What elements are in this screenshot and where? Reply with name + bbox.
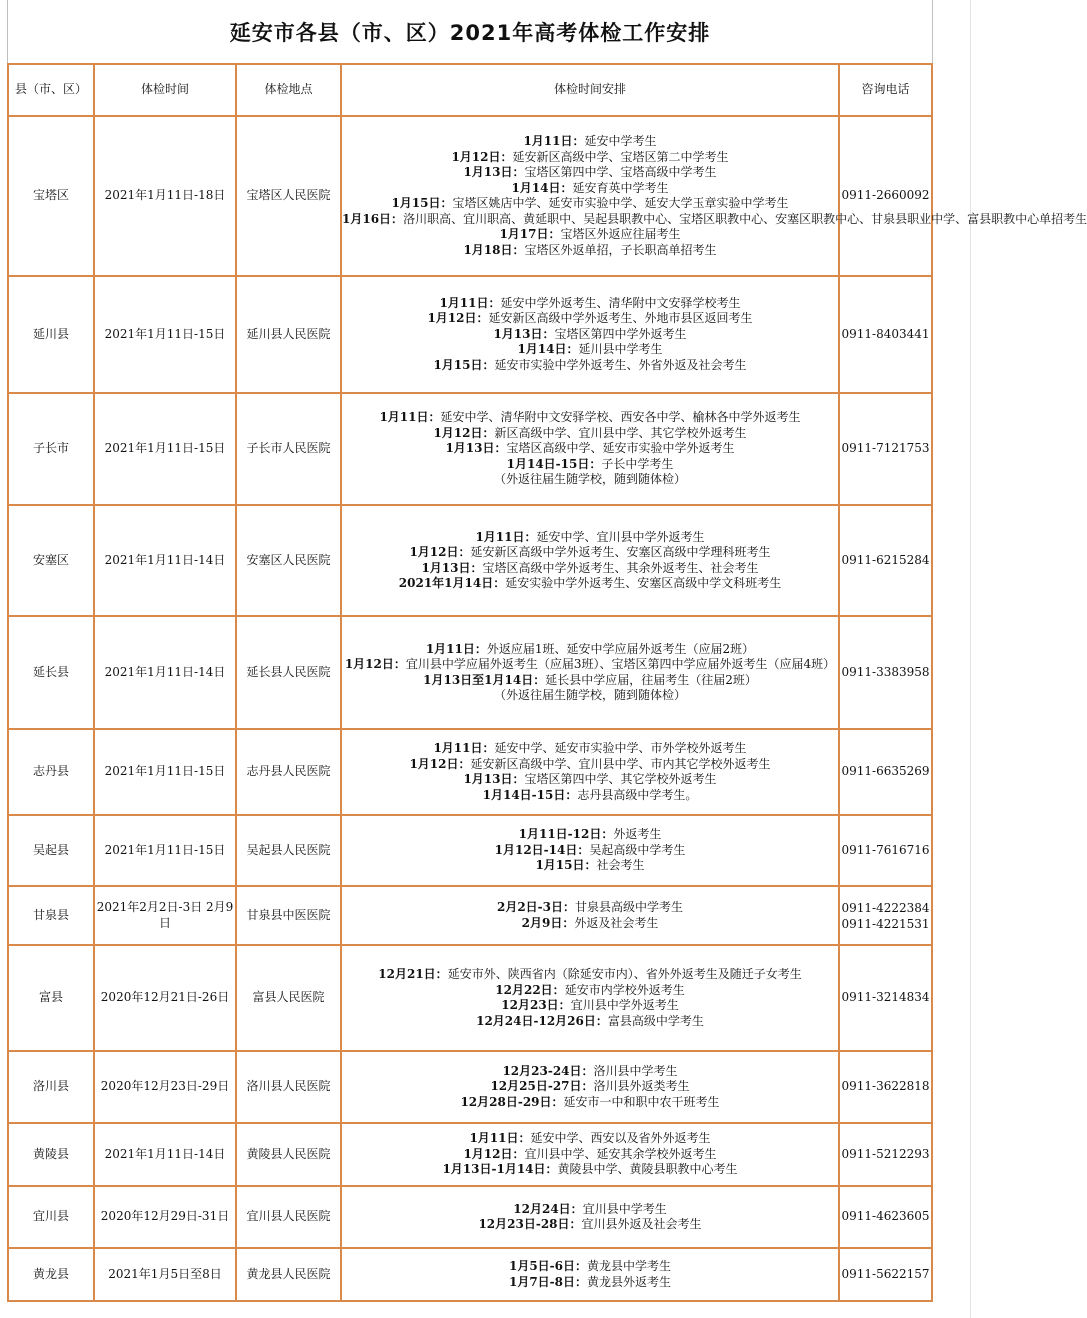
arrangement-line xyxy=(342,211,1087,228)
arrangement-cell xyxy=(341,1186,839,1248)
table-row xyxy=(8,393,932,505)
arrangement-text: 甘泉县高级中学考生 xyxy=(575,900,684,914)
phone-cell: 0911-4623605 xyxy=(839,1186,932,1248)
table-row xyxy=(8,815,932,886)
grid-line xyxy=(970,0,971,1318)
arrangement-text: 宝塔区第四中学、宝塔高级中学考生 xyxy=(524,165,717,179)
arrangement-date: 1月12日： xyxy=(344,657,406,671)
phone-cell: 0911-7616716 xyxy=(839,815,932,886)
arrangement-line xyxy=(342,134,838,150)
arrangement-text: 延安市外、陕西省内（除延安市内）、省外外返考生及随迁子女考生 xyxy=(447,967,802,981)
county-cell: 洛川县 xyxy=(8,1051,94,1123)
county-cell: 甘泉县 xyxy=(8,886,94,945)
arrangement-date: 1月11日： xyxy=(475,529,537,544)
arrangement-date: 1月14日-15日： xyxy=(482,787,578,802)
arrangement-line xyxy=(342,843,838,859)
arrangement-line xyxy=(342,757,838,773)
place-cell: 黄陵县人民医院 xyxy=(236,1123,341,1186)
arrangement-date: 2月2日-3日： xyxy=(496,900,575,914)
arrangement-text: 外返及社会考生 xyxy=(574,915,659,930)
arrangement-text: 延安实验中学外返考生、安塞区高级中学文科班考生 xyxy=(505,576,782,590)
arrangement-line xyxy=(342,457,838,473)
table-body xyxy=(8,116,1087,1301)
header-county: 县（市、区） xyxy=(8,64,94,116)
place-cell: 宜川县人民医院 xyxy=(236,1186,341,1248)
arrangement-text: 宝塔区第四中学、其它学校外返考生 xyxy=(524,772,717,786)
county-cell: 安塞区 xyxy=(8,505,94,616)
phone-cell: 0911-6635269 xyxy=(839,729,932,815)
arrangement-text: 新区高级中学、宜川县中学、其它学校外返考生 xyxy=(494,425,747,440)
arrangement-text: 子长中学考生 xyxy=(601,456,674,471)
phone-cell: 0911-2660092 xyxy=(839,116,932,276)
arrangement-line xyxy=(342,227,838,243)
header-row xyxy=(8,64,932,116)
county-cell: 子长市 xyxy=(8,393,94,505)
arrangement-line xyxy=(342,673,838,689)
arrangement-date: 12月24日-12月26日： xyxy=(476,1013,608,1028)
arrangement-date: 1月15日： xyxy=(535,858,597,873)
arrangement-date: 12月23日： xyxy=(501,998,571,1012)
arrangement-line xyxy=(342,1217,838,1233)
arrangement-line xyxy=(342,530,838,546)
arrangement-text: 宜川县外返及社会考生 xyxy=(581,1217,702,1231)
header-arrangement: 体检时间安排 xyxy=(341,64,839,116)
table-row xyxy=(8,945,932,1051)
arrangement-date: 2021年1月14日： xyxy=(398,576,506,590)
arrangement-line xyxy=(342,342,838,358)
arrangement-date: 12月25日-27日： xyxy=(490,1079,594,1094)
arrangement-text: 黄龙县外返考生 xyxy=(587,1274,672,1289)
arrangement-line xyxy=(342,327,838,343)
county-cell: 志丹县 xyxy=(8,729,94,815)
time-cell: 2020年12月29日-31日 xyxy=(94,1186,236,1248)
arrangement-cell xyxy=(341,276,839,393)
arrangement-text: 社会考生 xyxy=(596,858,645,873)
time-cell: 2021年1月11日-14日 xyxy=(94,505,236,616)
arrangement-line xyxy=(342,243,838,259)
county-cell: 黄陵县 xyxy=(8,1123,94,1186)
time-cell: 2021年1月11日-15日 xyxy=(94,393,236,505)
phone-cell: 0911-8403441 xyxy=(839,276,932,393)
arrangement-date: 1月12日： xyxy=(409,545,471,559)
time-cell: 2021年1月11日-15日 xyxy=(94,815,236,886)
place-cell: 延川县人民医院 xyxy=(236,276,341,393)
arrangement-line xyxy=(342,657,838,673)
arrangement-line xyxy=(342,772,838,788)
arrangement-line xyxy=(342,827,838,843)
place-cell: 宝塔区人民医院 xyxy=(236,116,341,276)
arrangement-line xyxy=(342,1162,838,1178)
arrangement-text: 延安市内学校外返考生 xyxy=(564,982,685,997)
time-cell: 2021年1月5日至8日 xyxy=(94,1248,236,1301)
time-cell: 2021年1月11日-18日 xyxy=(94,116,236,276)
arrangement-date: 1月14日： xyxy=(511,180,573,195)
arrangement-date: 12月21日： xyxy=(378,967,448,981)
county-cell: 富县 xyxy=(8,945,94,1051)
arrangement-date: 1月16日： xyxy=(342,211,404,226)
arrangement-date: 1月17日： xyxy=(499,227,561,241)
place-cell: 洛川县人民医院 xyxy=(236,1051,341,1123)
arrangement-date: 1月5日-6日： xyxy=(508,1259,587,1273)
arrangement-text: 延安新区高级中学外返考生、外地市县区返回考生 xyxy=(488,311,753,326)
arrangement-date: 1月11日： xyxy=(433,741,495,755)
arrangement-text: 延安中学、宜川县中学外返考生 xyxy=(536,529,705,544)
time-cell: 2021年1月11日-15日 xyxy=(94,729,236,815)
arrangement-date: 1月12日： xyxy=(409,756,471,771)
time-cell: 2020年12月21日-26日 xyxy=(94,945,236,1051)
place-cell: 延长县人民医院 xyxy=(236,616,341,729)
time-cell: 2021年1月11日-14日 xyxy=(94,616,236,729)
arrangement-date: 1月13日： xyxy=(463,165,525,179)
arrangement-line xyxy=(342,858,838,874)
time-cell: 2021年2月2日-3日 2月9日 xyxy=(94,886,236,945)
arrangement-text: 宝塔区外返单招，子长职高单招考生 xyxy=(524,242,717,257)
arrangement-line xyxy=(342,900,838,916)
page-title: 延安市各县（市、区）2021年高考体检工作安排 xyxy=(229,20,711,45)
arrangement-line xyxy=(342,1014,838,1030)
arrangement-date: 1月11日： xyxy=(439,295,501,310)
arrangement-text: 宝塔区高级中学、延安市实验中学外返考生 xyxy=(506,441,735,456)
arrangement-line xyxy=(342,165,838,181)
arrangement-cell xyxy=(341,945,839,1051)
arrangement-line xyxy=(342,1095,838,1111)
arrangement-date: 1月12日： xyxy=(451,149,513,164)
arrangement-line xyxy=(342,967,838,983)
header-place: 体检地点 xyxy=(236,64,341,116)
arrangement-line xyxy=(342,998,838,1014)
arrangement-line xyxy=(342,1259,838,1275)
arrangement-line xyxy=(342,296,838,312)
arrangement-text: 延安中学、清华附中文安驿学校、西安各中学、榆林各中学外返考生 xyxy=(440,410,801,425)
arrangement-line xyxy=(342,642,838,658)
phone-cell: 0911-7121753 xyxy=(839,393,932,505)
county-cell: 延长县 xyxy=(8,616,94,729)
arrangement-line xyxy=(342,1275,838,1291)
arrangement-text: 黄龙县中学考生 xyxy=(587,1259,672,1273)
arrangement-line xyxy=(342,410,838,426)
arrangement-text: 延安中学外返考生、清华附中文安驿学校考生 xyxy=(500,295,741,310)
arrangement-line xyxy=(342,983,838,999)
arrangement-date: 1月15日： xyxy=(433,357,495,372)
table-row xyxy=(8,1123,932,1186)
arrangement-date: 1月13日： xyxy=(463,772,525,786)
table-row xyxy=(8,1051,932,1123)
arrangement-date: 1月18日： xyxy=(463,242,525,257)
time-cell: 2021年1月11日-14日 xyxy=(94,1123,236,1186)
phone-cell: 0911-3622818 xyxy=(839,1051,932,1123)
arrangement-line xyxy=(342,426,838,442)
arrangement-line xyxy=(342,1131,838,1147)
arrangement-text: 宝塔区第四中学外返考生 xyxy=(554,326,687,341)
arrangement-date: 1月11日： xyxy=(469,1131,531,1146)
table-row xyxy=(8,729,932,815)
arrangement-text: 宜川县中学应届外返考生（应届3班）、宝塔区第四中学应届外返考生（应届4班） xyxy=(405,657,836,671)
table-row xyxy=(8,1248,932,1301)
arrangement-text: 外返应届1班、延安中学应届外返考生（应届2班） xyxy=(486,641,755,656)
arrangement-text: 延安市一中和职中农干班考生 xyxy=(563,1094,720,1109)
arrangement-line xyxy=(342,150,838,166)
arrangement-line xyxy=(342,561,838,577)
arrangement-line xyxy=(342,358,838,374)
place-cell: 富县人民医院 xyxy=(236,945,341,1051)
county-cell: 宝塔区 xyxy=(8,116,94,276)
arrangement-text: 吴起高级中学考生 xyxy=(589,842,686,857)
phone-cell xyxy=(839,886,932,945)
arrangement-date: 1月11日-12日： xyxy=(518,827,614,842)
arrangement-text: 宜川县中学考生 xyxy=(582,1201,667,1216)
arrangement-text: 志丹县高级中学考生。 xyxy=(577,787,698,802)
arrangement-line xyxy=(342,1147,838,1163)
arrangement-text: 延安育英中学考生 xyxy=(572,180,669,195)
arrangement-date: 12月23日-28日： xyxy=(478,1217,582,1231)
schedule-table xyxy=(7,63,1087,1302)
arrangement-date: 1月11日： xyxy=(425,641,487,656)
arrangement-text: 宝塔区高级中学外返考生、其余外返考生、社会考生 xyxy=(482,560,759,575)
place-cell: 黄龙县人民医院 xyxy=(236,1248,341,1301)
arrangement-line xyxy=(342,916,838,932)
arrangement-cell xyxy=(341,729,839,815)
place-cell: 安塞区人民医院 xyxy=(236,505,341,616)
arrangement-date: 1月13日至1月14日： xyxy=(423,672,546,687)
arrangement-date: 1月14日-15日： xyxy=(506,456,602,471)
arrangement-text: 宝塔区姚店中学、延安市实验中学、延安大学玉章实验中学考生 xyxy=(452,196,789,210)
arrangement-date: 1月13日： xyxy=(493,326,555,341)
county-cell: 延川县 xyxy=(8,276,94,393)
arrangement-date: 1月13日-1月14日： xyxy=(442,1162,558,1177)
arrangement-text: 延安中学、延安市实验中学、市外学校外返考生 xyxy=(494,741,747,755)
arrangement-date: 12月24日： xyxy=(513,1201,583,1216)
arrangement-text: 洛川县中学考生 xyxy=(593,1063,678,1078)
table-row xyxy=(8,616,932,729)
arrangement-line xyxy=(342,788,838,804)
arrangement-text: 延长县中学应届，往届考生（往届2班） xyxy=(545,672,757,687)
arrangement-text: 洛川职高、宜川职高、黄延职中、吴起县职教中心、宝塔区职教中心、安塞区职教中心、甘泉县职业中学、富县职教中心单招考生 xyxy=(403,211,1087,226)
arrangement-line xyxy=(342,741,838,757)
arrangement-text: 洛川县外返类考生 xyxy=(593,1079,690,1094)
arrangement-date: 1月11日： xyxy=(523,134,585,148)
arrangement-line xyxy=(342,1064,838,1080)
arrangement-line xyxy=(342,576,838,592)
arrangement-cell xyxy=(341,505,839,616)
arrangement-line xyxy=(342,545,838,561)
title-row xyxy=(7,0,933,63)
arrangement-line xyxy=(342,311,838,327)
arrangement-cell xyxy=(341,815,839,886)
arrangement-date: 1月12日-14日： xyxy=(494,842,590,857)
arrangement-date: 1月12日： xyxy=(433,425,495,440)
arrangement-text: 延安市实验中学外返考生、外省外返及社会考生 xyxy=(494,357,747,372)
arrangement-cell xyxy=(341,1248,839,1301)
arrangement-cell xyxy=(341,1051,839,1123)
table-row xyxy=(8,1186,932,1248)
header-phone: 咨询电话 xyxy=(839,64,932,116)
table-row xyxy=(8,886,932,945)
arrangement-text: 黄陵县中学、黄陵县职教中心考生 xyxy=(557,1162,738,1177)
arrangement-text: 延川县中学考生 xyxy=(578,342,663,357)
arrangement-cell xyxy=(341,616,839,729)
place-cell: 志丹县人民医院 xyxy=(236,729,341,815)
arrangement-date: 1月12日： xyxy=(463,1146,525,1161)
arrangement-cell xyxy=(341,886,839,945)
arrangement-line xyxy=(342,472,838,488)
arrangement-line xyxy=(342,1079,838,1095)
county-cell: 宜川县 xyxy=(8,1186,94,1248)
arrangement-line xyxy=(342,688,838,704)
place-cell: 甘泉县中医医院 xyxy=(236,886,341,945)
arrangement-text: （外返往届生随学校，随到随体检） xyxy=(493,472,686,487)
arrangement-text: （外返往届生随学校，随到随体检） xyxy=(493,688,686,702)
arrangement-date: 1月13日： xyxy=(445,441,507,456)
arrangement-cell xyxy=(341,393,839,505)
arrangement-date: 1月15日： xyxy=(391,196,453,210)
arrangement-line xyxy=(342,196,838,212)
arrangement-text: 富县高级中学考生 xyxy=(607,1013,704,1028)
time-cell: 2021年1月11日-15日 xyxy=(94,276,236,393)
arrangement-text: 宝塔区外返应往届考生 xyxy=(560,227,681,241)
arrangement-date: 12月28日-29日： xyxy=(460,1094,564,1109)
place-cell: 子长市人民医院 xyxy=(236,393,341,505)
arrangement-text: 延安新区高级中学外返考生、安塞区高级中学理科班考生 xyxy=(470,545,771,559)
table-row xyxy=(8,116,932,276)
arrangement-text: 延安新区高级中学、宝塔区第二中学考生 xyxy=(512,149,729,164)
county-cell: 黄龙县 xyxy=(8,1248,94,1301)
arrangement-text: 宜川县中学、延安其余学校外返考生 xyxy=(524,1146,717,1161)
phone-cell: 0911-3383958 xyxy=(839,616,932,729)
arrangement-date: 1月7日-8日： xyxy=(508,1274,587,1289)
arrangement-text: 延安中学考生 xyxy=(584,134,657,148)
arrangement-date: 1月13日： xyxy=(421,560,483,575)
arrangement-date: 12月23-24日： xyxy=(502,1063,594,1078)
arrangement-text: 外返考生 xyxy=(613,827,662,842)
place-cell: 吴起县人民医院 xyxy=(236,815,341,886)
arrangement-date: 1月12日： xyxy=(427,311,489,326)
arrangement-line xyxy=(342,1202,838,1218)
phone-cell: 0911-3214834 xyxy=(839,945,932,1051)
arrangement-cell xyxy=(341,1123,839,1186)
arrangement-date: 12月22日： xyxy=(495,982,565,997)
phone-number: 0911-4222384 xyxy=(841,900,930,915)
table-row xyxy=(8,505,932,616)
time-cell: 2020年12月23日-29日 xyxy=(94,1051,236,1123)
header-time: 体检时间 xyxy=(94,64,236,116)
arrangement-date: 1月11日： xyxy=(379,410,441,425)
arrangement-date: 1月14日： xyxy=(517,342,579,357)
county-cell: 吴起县 xyxy=(8,815,94,886)
phone-number: 0911-4221531 xyxy=(841,916,930,931)
arrangement-text: 延安中学、西安以及省外外返考生 xyxy=(530,1131,711,1146)
arrangement-line xyxy=(342,441,838,457)
arrangement-date: 2月9日： xyxy=(521,915,575,930)
phone-cell: 0911-6215284 xyxy=(839,505,932,616)
phone-cell: 0911-5212293 xyxy=(839,1123,932,1186)
arrangement-text: 延安新区高级中学、宜川县中学、市内其它学校外返考生 xyxy=(470,756,771,771)
table-row xyxy=(8,276,932,393)
arrangement-text: 宜川县中学外返考生 xyxy=(570,998,679,1012)
phone-cell: 0911-5622157 xyxy=(839,1248,932,1301)
arrangement-line xyxy=(342,181,838,197)
